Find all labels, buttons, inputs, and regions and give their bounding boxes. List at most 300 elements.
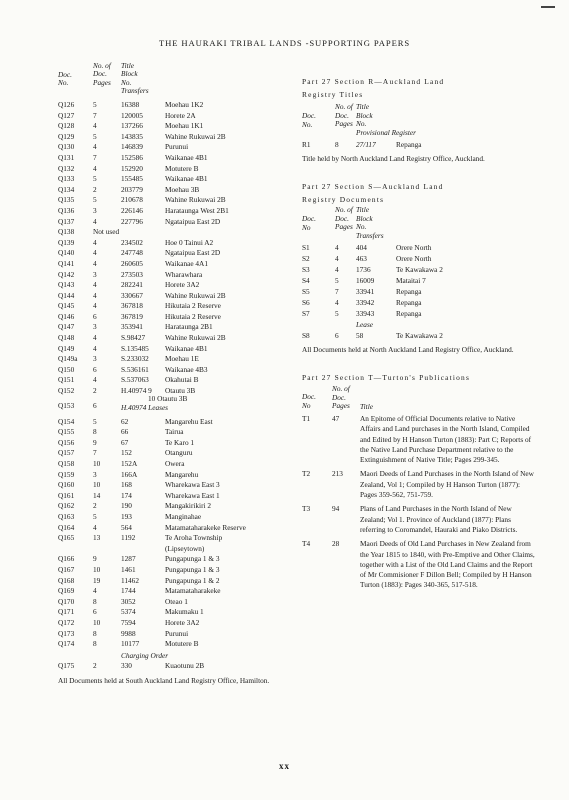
doc-no: S7 (302, 309, 310, 318)
block-title: Motutere B (165, 639, 199, 649)
block-title: Horete 2A (165, 110, 196, 120)
doc-no: Q160 (58, 480, 75, 490)
doc-no: Q130 (58, 142, 75, 152)
lease-heading: Lease (356, 320, 374, 329)
table-row (58, 427, 288, 438)
block-title: Kuaotunu 2B (165, 660, 205, 670)
doc-no: Q155 (58, 427, 75, 437)
doc-no: Q173 (58, 628, 75, 638)
block-no: 7594 (121, 617, 136, 627)
title-header: Title Block No. Transfers (121, 61, 149, 96)
table-row (58, 206, 288, 217)
pages: 3 (93, 354, 97, 364)
block-title: Otanguru (165, 448, 193, 458)
table-row (58, 354, 288, 365)
block-title: Mangarehu (165, 469, 199, 479)
section-s-note: All Documents held at North Auckland Land Registry Office, Auckland. (302, 345, 514, 354)
table-row (58, 639, 288, 650)
publication-pages: 94 (332, 504, 340, 514)
publication-no: T3 (302, 504, 311, 514)
table-row (58, 111, 288, 122)
pages: 4 (335, 254, 339, 263)
section-r-title: Part 27 Section R—Auckland Land Registry Titles (302, 77, 445, 99)
block-title: (Lipseytown) (165, 543, 205, 553)
leases-table (58, 417, 288, 650)
block-no: 226146 (121, 205, 143, 215)
block-no: 166A (121, 469, 138, 479)
block-no: 155485 (121, 174, 143, 184)
doc-no: Q148 (58, 333, 75, 343)
block-no: 146839 (121, 142, 143, 152)
block-title: Moehau 1E (165, 354, 199, 364)
section-r-headers: Doc. No. No. of Doc. Pages Title Block No. Provisional Register (302, 102, 416, 137)
doc-no: Q126 (58, 100, 75, 109)
doc-no: Q144 (58, 290, 75, 300)
table-row (58, 217, 288, 228)
doc-no: Q165 (58, 533, 75, 543)
pages: 5 (335, 309, 339, 318)
doc-no: Q167 (58, 564, 75, 574)
block-title: Otautu 3B (165, 386, 196, 396)
table-row (58, 533, 288, 544)
doc-no: Q168 (58, 575, 75, 585)
publication-no: T4 (302, 539, 311, 549)
pages: 7 (335, 287, 339, 296)
block-no: 143835 (121, 131, 143, 141)
block-title: Wahine Rukuwai 2B (165, 333, 226, 343)
doc-no: Q161 (58, 490, 75, 500)
table-row (58, 301, 288, 312)
left-note: All Documents held at South Auckland Land Registry Office, Hamilton. (58, 676, 270, 686)
doc-no: Q128 (58, 121, 75, 131)
block-no: 33943 (356, 309, 375, 318)
doc-no: Q149a (58, 354, 78, 364)
charging-order-table (58, 661, 288, 672)
table-row (58, 480, 288, 491)
doc-no: Q142 (58, 269, 75, 279)
section-s-lease (302, 330, 537, 341)
publication-pages: 47 (332, 414, 340, 423)
pages: 3 (93, 469, 97, 479)
table-row (58, 607, 288, 618)
block-no: 190 (121, 501, 132, 511)
table-row (58, 121, 288, 132)
pages: 4 (93, 237, 97, 247)
doc-no: Q172 (58, 617, 75, 627)
table-row (302, 253, 537, 264)
block-no: 282241 (121, 280, 143, 290)
pages: 4 (93, 121, 97, 131)
section-t-list (302, 414, 537, 591)
doc-no: Q157 (58, 448, 75, 458)
block-title: Purunui (165, 628, 189, 638)
pages: 7 (93, 110, 97, 120)
doc-no: Q145 (58, 301, 75, 311)
doc-no: Q169 (58, 586, 75, 596)
publication-item (302, 414, 537, 465)
doc-no: Q138 (58, 227, 75, 237)
publication-text: Maori Deeds of Old Land Purchases in New Zealand from the Year 1815 to 1840, with Pre-Emptive and Other Claims, together with a List of the Old Land Claims and the Report of Mr Commisioner F Dillon Bell; Compiled by H Hanson Turton (1883): Pages 340-365, 517-518. (360, 539, 535, 590)
block-title: Hikutaia 2 Reserve (165, 301, 221, 311)
block-title: Ngataipua East 2D (165, 248, 221, 258)
table-row (58, 238, 288, 249)
block-title: Orere North (396, 254, 432, 263)
doc-no: Q170 (58, 596, 75, 606)
doc-no: Q134 (58, 184, 75, 194)
block-no: 193 (121, 511, 132, 521)
block-title: Repanga (396, 309, 422, 318)
block-no: 227796 (121, 216, 143, 226)
pages: 7 (93, 152, 97, 162)
block-no: 5374 (121, 607, 136, 617)
pages: 4 (93, 343, 97, 353)
table-row (302, 242, 537, 253)
table-row (58, 248, 288, 259)
block-no: 1192 (121, 533, 136, 543)
block-no: 10177 (121, 639, 140, 649)
block-title: Wharekawa East 1 (165, 490, 220, 500)
page-header: THE HAURAKI TRIBAL LANDS -SUPPORTING PAPERS (158, 38, 411, 48)
block-no: 33941 (356, 287, 375, 296)
table-row (58, 576, 288, 587)
doc-no: Q137 (58, 216, 75, 226)
block-no: 11462 (121, 575, 139, 585)
block-title: Te Karo 1 (165, 437, 195, 447)
table-row (58, 259, 288, 270)
table-row (58, 512, 288, 523)
block-no: 152586 (121, 152, 143, 162)
block-title: Moehau 3B (165, 184, 200, 194)
pages: 4 (93, 142, 97, 152)
block-title: Wharawhara (165, 269, 203, 279)
table-row (58, 164, 288, 175)
pages: 7 (93, 448, 97, 458)
pages: 6 (93, 311, 97, 321)
right-column (302, 75, 537, 595)
pages: 5 (93, 195, 97, 205)
pages: 8 (93, 639, 97, 649)
table-row (58, 565, 288, 576)
section-t-title: Part 27 Section T—Turton's Publications (302, 373, 471, 382)
pages: 5 (93, 100, 97, 109)
block-title: Moehau 1K1 (165, 121, 204, 131)
table-row (302, 286, 537, 297)
doc-no: Q163 (58, 511, 75, 521)
table-row (58, 333, 288, 344)
publication-pages: 28 (332, 539, 340, 549)
pages: 19 (93, 575, 101, 585)
block-no: S.98427 (121, 333, 146, 343)
table-row (58, 153, 288, 164)
block-no: 1287 (121, 554, 136, 564)
doc-no: Q158 (58, 459, 75, 468)
block-title: Harataunga West 2B1 (165, 205, 229, 215)
block-title: Mangakirikiri 2 (165, 501, 212, 511)
block-title: Matamataharakeke (165, 586, 221, 596)
doc-no: Q143 (58, 280, 75, 290)
pages: 10 (93, 564, 101, 574)
pages: 6 (93, 607, 97, 617)
pages: 9 (93, 554, 97, 564)
table-row (58, 344, 288, 355)
transfers-table (58, 100, 288, 397)
publication-item (302, 539, 537, 590)
block-title: Waikanae 4B3 (165, 364, 208, 374)
doc-no: Q139 (58, 237, 75, 247)
pages: 2 (93, 660, 97, 670)
doc-no: Q156 (58, 437, 75, 447)
table-row (58, 322, 288, 333)
block-title: Ngataipua East 2D (165, 216, 221, 226)
block-no: 152920 (121, 163, 143, 173)
section-s-headers: Doc. No No. of Doc. Pages Title Block No. Transfers (302, 205, 384, 240)
table-row (58, 470, 288, 481)
pages: 4 (93, 522, 97, 532)
block-no: 247748 (121, 248, 143, 258)
block-no: 3052 (121, 596, 136, 606)
pages: 8 (93, 628, 97, 638)
doc-no: Q150 (58, 364, 75, 374)
block-title: Te Kawakawa 2 (396, 265, 443, 274)
block-no: 174 (121, 490, 132, 500)
table-row (302, 297, 537, 308)
doc-no: S6 (302, 298, 310, 307)
table-row (58, 291, 288, 302)
pages: 6 (335, 331, 339, 340)
block-title: Wahine Rukuwai 2B (165, 131, 226, 141)
page-number: xx (279, 761, 290, 771)
block-no: 367818 (121, 301, 143, 311)
block-title: Purunui (165, 142, 189, 152)
pages: 14 (93, 490, 101, 500)
table-row (58, 491, 288, 502)
block-no: 16388 (121, 100, 140, 109)
pages: 4 (93, 216, 97, 226)
pages: 4 (93, 375, 97, 385)
table-row (58, 459, 288, 470)
section-s-title: Part 27 Section S—Auckland Land Registry Documents (302, 182, 444, 204)
scan-mark (541, 6, 555, 8)
doc-no: Q135 (58, 195, 75, 205)
pages: 3 (93, 205, 97, 215)
block-no: 152A (121, 459, 138, 468)
block-no: 137266 (121, 121, 143, 131)
pages: 8 (93, 596, 97, 606)
doc-no: Q152 (58, 386, 75, 396)
pages: 10 (93, 480, 101, 490)
pages: 3 (93, 322, 97, 332)
table-row (58, 312, 288, 323)
doc-no: Q151 (58, 375, 75, 385)
block-title: Tairua (165, 427, 184, 437)
pages: 4 (93, 258, 97, 268)
block-no: 58 (356, 331, 364, 340)
section-r-note: Title held by North Auckland Land Registry Office, Auckland. (302, 154, 485, 163)
pages: 6 (93, 364, 97, 374)
block-title: Mangarehu East (165, 416, 213, 426)
publication-text: An Epitome of Official Documents relative to Native Affairs and Land purchases in the North Island, Compiled and Edited by H Hanson Turton (1883): Part C; Reports of the Native Land Purchase Department relative to the Extinguishment of Native Title; Pages 299-345. (360, 414, 532, 465)
block-no: 463 (356, 254, 367, 263)
pages: 4 (93, 290, 97, 300)
table-row (58, 554, 288, 565)
pages: 10 (93, 617, 101, 627)
table-row (58, 132, 288, 143)
section-t-headers: Doc. No No. of Doc. Pages Title (302, 384, 373, 411)
doc-no: Q127 (58, 110, 75, 120)
publication-no: T1 (302, 414, 311, 423)
table-row-r1: R1 8 27/117 Repanga (302, 140, 422, 149)
doc-no: Q146 (58, 311, 75, 321)
block-no: 353941 (121, 322, 143, 332)
block-no: 404 (356, 243, 367, 252)
block-no: 203779 (121, 184, 143, 194)
table-row (58, 523, 288, 534)
table-row (58, 365, 288, 376)
table-row (58, 375, 288, 386)
block-no: 260605 (121, 258, 143, 268)
block-title: Mataitai 7 (396, 276, 426, 285)
publication-text: Maori Deeds of Land Purchases in the North Island of New Zealand, Vol 1; Compiled by H Hanson Turton (1877): Pages 359-562, 751-759. (360, 469, 534, 500)
block-no: 16009 (356, 276, 375, 285)
pages: 4 (93, 280, 97, 290)
block-title: Hoe 0 Tainui A2 (165, 237, 214, 247)
pages: 4 (335, 243, 339, 252)
block-no: 564 (121, 522, 132, 532)
block-title: Motutere B (165, 163, 199, 173)
publication-item (302, 504, 537, 535)
publication-no: T2 (302, 469, 311, 479)
table-row-q153: Q153 6 10 Otautu 3B H.40974 Leases (58, 393, 188, 412)
block-no: 330 (121, 660, 132, 670)
block-no: 1736 (356, 265, 371, 274)
block-no: S.135485 (121, 343, 149, 353)
pages: 2 (93, 184, 97, 194)
table-row (58, 618, 288, 629)
pages: 5 (335, 276, 339, 285)
doc-no: S1 (302, 243, 310, 252)
block-no: 152 (121, 448, 132, 458)
pages: 4 (93, 586, 97, 596)
block-title: Waikanae 4A1 (165, 258, 208, 268)
table-row (58, 597, 288, 608)
pages-header: No. of Doc. Pages (93, 61, 111, 87)
block-title: Pungapunga 1 & 2 (165, 575, 220, 585)
block-no: H.40974 9 (121, 386, 152, 396)
block-no: S.233032 (121, 354, 149, 364)
doc-no: Q162 (58, 501, 75, 511)
block-title: Manginahae (165, 511, 202, 521)
table-row (58, 586, 288, 597)
table-row (58, 142, 288, 153)
doc-no: S4 (302, 276, 310, 285)
doc-no: S2 (302, 254, 310, 263)
pages: 4 (93, 301, 97, 311)
pages: 4 (335, 265, 339, 274)
doc-no: Q154 (58, 416, 75, 426)
doc-no-header: Doc. No. (58, 70, 72, 88)
block-title: Wahine Rukuwai 2B (165, 290, 226, 300)
table-row (302, 264, 537, 275)
publication-item (302, 469, 537, 500)
block-no: 367819 (121, 311, 143, 321)
pages: 3 (93, 269, 97, 279)
block-title: Moehau 1K2 (165, 100, 204, 109)
table-row (58, 544, 288, 555)
pages: 9 (93, 437, 97, 447)
block-title: Waikanae 4B1 (165, 152, 208, 162)
block-title: Okahutai B (165, 375, 199, 385)
table-row (58, 185, 288, 196)
block-title: Matamataharakeke Reserve (165, 522, 246, 532)
table-row (58, 280, 288, 291)
block-title: Owera (165, 459, 185, 468)
doc-no: Q147 (58, 322, 75, 332)
column-headers (58, 62, 288, 100)
pages: 13 (93, 533, 101, 543)
block-no: 273503 (121, 269, 143, 279)
table-row (58, 270, 288, 281)
block-title: Hikutaia 2 Reserve (165, 311, 221, 321)
block-title: Repanga (396, 287, 422, 296)
block-no: 168 (121, 480, 132, 490)
block-title: Oteao 1 (165, 596, 188, 606)
block-title: Wharekawa East 3 (165, 480, 220, 490)
doc-no: Q140 (58, 248, 75, 258)
block-title: Waikanae 4B1 (165, 343, 208, 353)
block-no: 1461 (121, 564, 136, 574)
left-column (58, 62, 288, 686)
table-row (58, 448, 288, 459)
block-no: 234502 (121, 237, 143, 247)
doc-no: Q159 (58, 469, 75, 479)
table-row (58, 227, 288, 238)
block-title: Te Aroha Township (165, 533, 223, 543)
block-title: Horete 3A2 (165, 280, 200, 290)
table-row (58, 174, 288, 185)
pages: 5 (93, 131, 97, 141)
pages: 4 (93, 163, 97, 173)
doc-no: Q174 (58, 639, 75, 649)
block-no: S.537063 (121, 375, 149, 385)
pages: 4 (93, 248, 97, 258)
block-no: 9988 (121, 628, 136, 638)
pages: 5 (93, 174, 97, 184)
table-row (58, 661, 288, 672)
doc-no: Q136 (58, 205, 75, 215)
pages: 8 (93, 427, 97, 437)
block-no: 1744 (121, 586, 136, 596)
block-no: 210678 (121, 195, 143, 205)
block-no: 120005 (121, 110, 143, 120)
table-row (302, 275, 537, 286)
doc-no: Q131 (58, 152, 75, 162)
doc-no: Q133 (58, 174, 75, 184)
doc-no: S5 (302, 287, 310, 296)
block-no: 62 (121, 416, 129, 426)
doc-no: Q129 (58, 131, 75, 141)
block-title: Horete 3A2 (165, 617, 200, 627)
block-title: Makumaku 1 (165, 607, 204, 617)
pages: 2 (93, 386, 97, 396)
doc-no: Q132 (58, 163, 75, 173)
table-row (302, 330, 537, 341)
pages: 5 (93, 416, 97, 426)
table-row (58, 501, 288, 512)
block-no: 67 (121, 437, 129, 447)
pages: 4 (335, 298, 339, 307)
doc-no: S8 (302, 331, 310, 340)
block-no: S.536161 (121, 364, 149, 374)
